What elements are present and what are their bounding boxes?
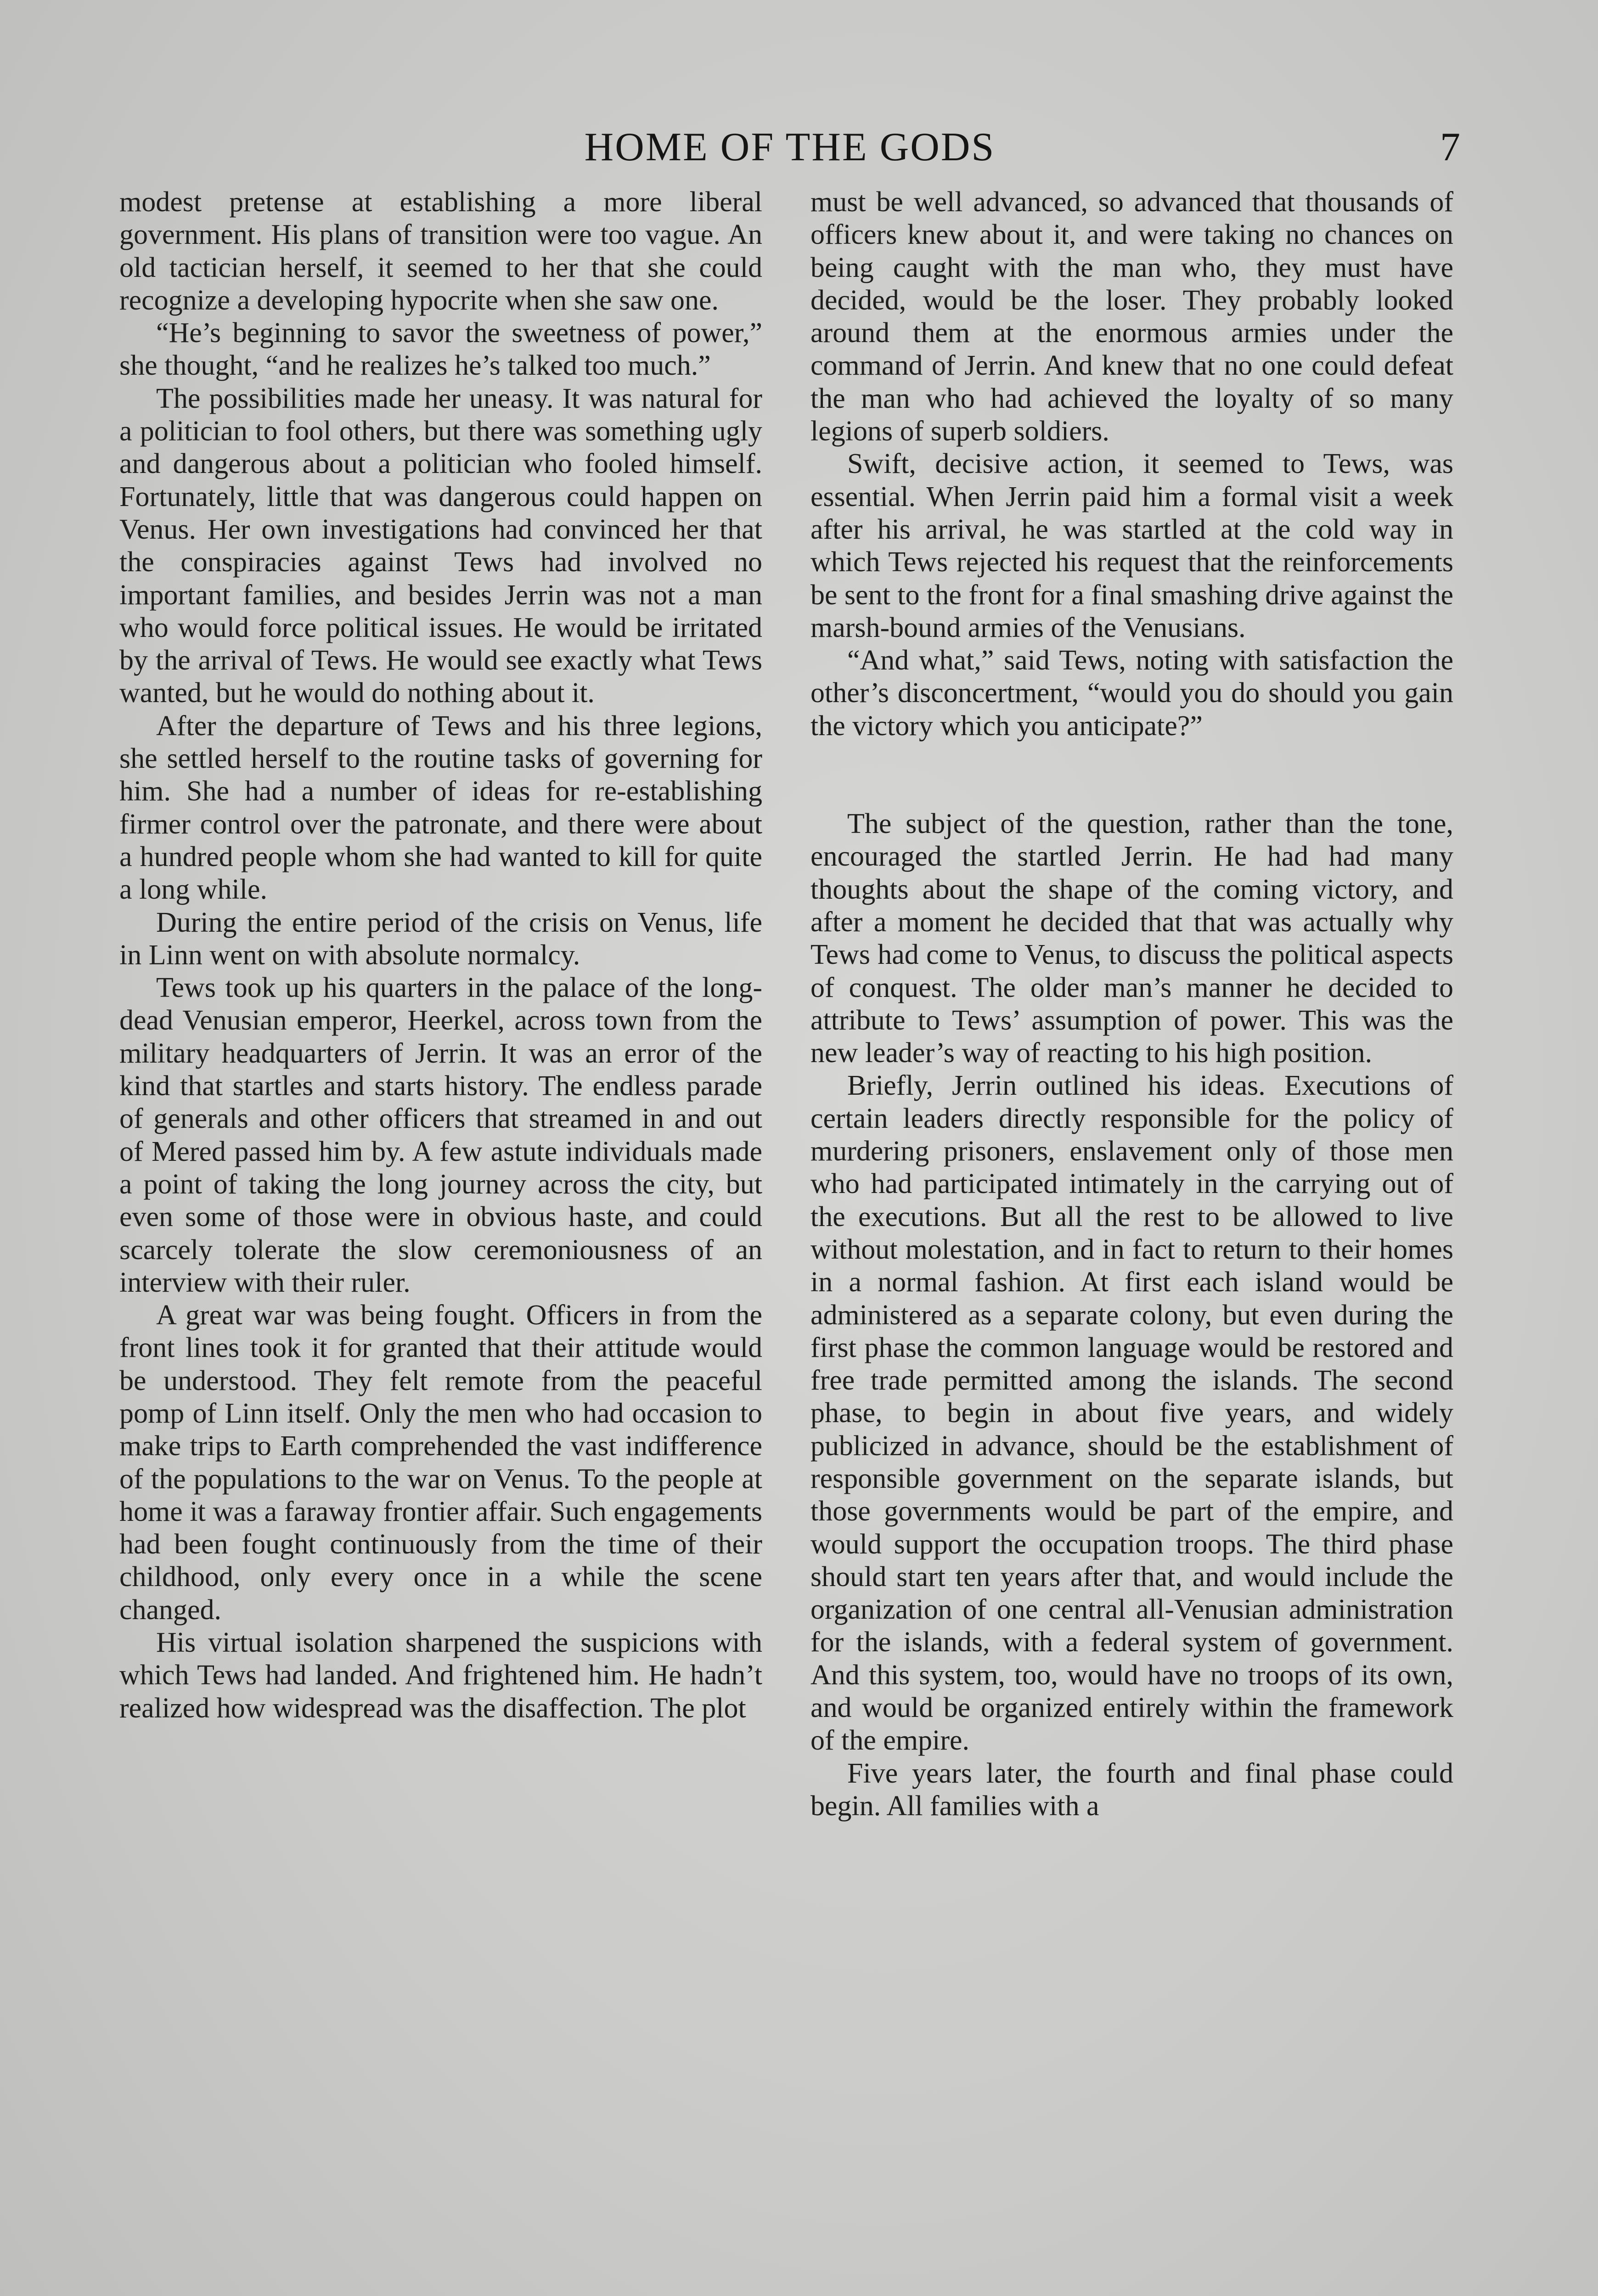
paragraph: Briefly, Jerrin outlined his ideas. Executions of certain leaders directly responsible for the policy of murdering prisoners, enslavement only of those men who had participated intimately in the carrying out of the executions. But all the rest to be allowed to live without molestation, and in fact to return to their homes in a normal fashion. At first each island would be administered as a separate colony, but even during the first phase the common language would be restored and free trade permitted among the islands. The second phase, to begin in about five years, and widely publicized in advance, should be the establishment of responsible government on the separate islands, but those governments would be part of the empire, and would support the occupation troops. The third phase should start ten years after that, and would include the organization of one central all-Venusian administration for the islands, with a federal system of government. And this system, too, would have no troops of its own, and would be organized entirely within the framework of the empire. xyxy=(810,1070,1453,1756)
paragraph: A great war was being fought. Officers in from the front lines took it for granted that their attitude would be understood. They felt remote from the peaceful pomp of Linn itself. Only the men who had occasion to make trips to Earth comprehended the vast indifference of the populations to the war on Venus. To the people at home it was a faraway frontier affair. Such engagements had been fought continuously from the time of their childhood, only every once in a while the scene changed. xyxy=(119,1300,762,1626)
paragraph: The subject of the question, rather than the tone, encouraged the startled Jerrin. He had had many thoughts about the shape of the coming victory, and after a moment he decided that that was actually why Tews had come to Venus, to discuss the political aspects of conquest. The older man’s manner he decided to attribute to Tews’ assumption of power. This was the new leader’s way of reacting to his high position. xyxy=(810,808,1453,1069)
paragraph: Swift, decisive action, it seemed to Tews, was essential. When Jerrin paid him a formal visit a week after his arrival, he was startled at the cold way in which Tews rejected his request that the reinforcements be sent to the front for a final smashing drive against the marsh-bound armies of the Venusians. xyxy=(810,448,1453,643)
running-head: HOME OF THE GODS xyxy=(584,125,996,169)
paragraph: During the entire period of the crisis on Venus, life in Linn went on with absolute normalcy. xyxy=(119,906,762,971)
paragraph: Five years later, the fourth and final phase could begin. All families with a xyxy=(810,1757,1453,1822)
paragraph: “He’s beginning to savor the sweetness of power,” she thought, “and he realizes he’s talked too much.” xyxy=(119,317,762,382)
right-column xyxy=(810,186,1453,2252)
paragraph: His virtual isolation sharpened the suspicions with which Tews had landed. And frightened him. He hadn’t realized how widespread was the disaffection. The plot xyxy=(119,1627,762,1724)
paragraph: modest pretense at establishing a more liberal government. His plans of transition were too vague. An old tactician herself, it seemed to her that she could recognize a developing hypocrite when she saw one. xyxy=(119,186,762,316)
page-header xyxy=(119,124,1460,174)
page-number: 7 xyxy=(1440,125,1460,169)
paragraph: “And what,” said Tews, noting with satisfaction the other’s disconcertment, “would you do should you gain the victory which you anticipate?” xyxy=(810,645,1453,742)
paragraph: The possibilities made her uneasy. It was natural for a politician to fool others, but there was something ugly and dangerous about a politician who fooled himself. Fortunately, little that was dangerous could happen on Venus. Her own investigations had convinced her that the conspiracies against Tews had involved no important families, and besides Jerrin was not a man who would force political issues. He would be irritated by the arrival of Tews. He would see exactly what Tews wanted, but he would do nothing about it. xyxy=(119,383,762,709)
paragraph: After the departure of Tews and his three legions, she settled herself to the routine tasks of governing for him. She had a number of ideas for re-establishing firmer control over the patronate, and there were about a hundred people whom she had wanted to kill for quite a long while. xyxy=(119,710,762,906)
left-column xyxy=(119,186,762,2252)
paragraph: must be well advanced, so advanced that thousands of officers knew about it, and were taking no chances on being caught with the man who, they must have decided, would be the loser. They probably looked around them at the enormous armies under the command of Jerrin. And knew that no one could defeat the man who had achieved the loyalty of so many legions of superb soldiers. xyxy=(810,186,1453,447)
paragraph: Tews took up his quarters in the palace of the long-dead Venusian emperor, Heerkel, across town from the military headquarters of Jerrin. It was an error of the kind that startles and starts history. The endless parade of generals and other officers that streamed in and out of Mered passed him by. A few astute individuals made a point of taking the long journey across the city, but even some of those were in obvious haste, and could scarcely tolerate the slow ceremoniousness of an interview with their ruler. xyxy=(119,972,762,1298)
